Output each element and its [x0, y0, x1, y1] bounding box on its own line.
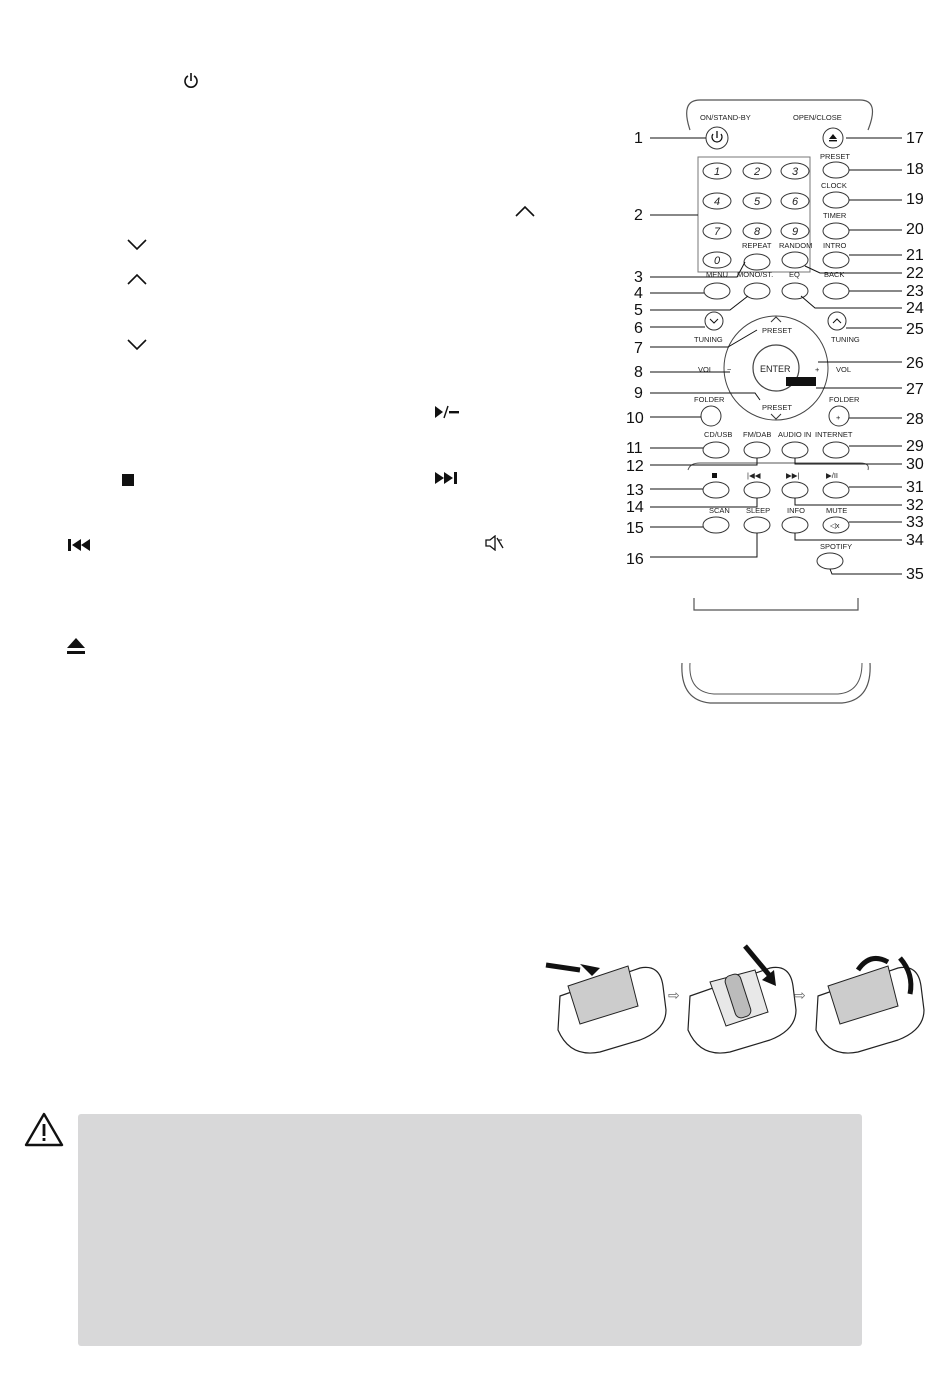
label-spotify: SPOTIFY — [820, 542, 853, 551]
menu-key — [704, 283, 730, 299]
folder-down-key — [701, 406, 721, 426]
digit-label: 2 — [754, 166, 761, 178]
label-scan: SCAN — [709, 506, 730, 515]
svg-text:⇨: ⇨ — [668, 987, 680, 1003]
eq-key — [782, 283, 808, 299]
label-vol-left: VOL — [698, 365, 714, 374]
svg-text:▶▶|: ▶▶| — [786, 471, 800, 480]
leader-line — [795, 498, 902, 505]
digit-label: 7 — [714, 226, 721, 238]
sleep-key — [744, 517, 770, 533]
leader-line — [801, 296, 902, 308]
battery-step-2 — [688, 946, 796, 1053]
callout-number: 32 — [906, 497, 924, 514]
callout-number: 7 — [634, 340, 643, 357]
scan-key — [703, 517, 729, 533]
callout-number: 11 — [626, 440, 643, 457]
callout-number: 17 — [906, 130, 924, 147]
digit-label: 3 — [792, 166, 799, 178]
leader-line — [830, 569, 902, 574]
svg-text:|◀◀: |◀◀ — [747, 471, 761, 480]
label-sleep: SLEEP — [746, 506, 771, 515]
leader-line — [650, 533, 757, 557]
label-menu: MENU — [706, 270, 729, 279]
callout-number: 24 — [906, 300, 924, 317]
label-internet: INTERNET — [815, 430, 853, 439]
label-on-stand-by: ON/STAND-BY — [700, 113, 751, 122]
svg-text:+: + — [815, 365, 820, 374]
callout-number: 4 — [634, 285, 643, 302]
stop-key — [703, 482, 729, 498]
svg-text:−: − — [727, 365, 732, 374]
label-mono-st: MONO/ST. — [737, 270, 774, 279]
internet-key — [823, 442, 849, 458]
callout-number: 10 — [626, 410, 644, 427]
battery-step-3 — [816, 958, 924, 1053]
callout-number: 26 — [906, 355, 924, 372]
spotify-key — [817, 553, 843, 569]
label-preset-down: PRESET — [762, 403, 793, 412]
label-open-close: OPEN/CLOSE — [793, 113, 842, 122]
digit-label: 4 — [714, 196, 721, 208]
prev-key — [744, 482, 770, 498]
callout-number: 9 — [634, 385, 643, 402]
callout-number: 20 — [906, 221, 924, 238]
callout-number: 23 — [906, 283, 924, 300]
battery-installation-illustration — [540, 940, 930, 1060]
back-key — [823, 283, 849, 299]
intro-key — [823, 252, 849, 268]
callout-number: 25 — [906, 321, 924, 338]
label-folder-left: FOLDER — [694, 395, 725, 404]
callout-number: 16 — [626, 551, 644, 568]
callout-number: 35 — [906, 566, 924, 583]
label-audio-in: AUDIO IN — [778, 430, 812, 439]
label-tuning-left: TUNING — [694, 335, 723, 344]
callout-number: 2 — [634, 207, 643, 224]
cd-usb-key — [703, 442, 729, 458]
callout-number: 21 — [906, 247, 924, 264]
label-info: INFO — [787, 506, 805, 515]
fm-dab-key — [744, 442, 770, 458]
digit-label: 6 — [792, 196, 799, 208]
label-preset: PRESET — [820, 152, 851, 161]
label-back: BACK — [824, 270, 845, 279]
callout-number: 14 — [626, 499, 644, 516]
info-key — [782, 517, 808, 533]
digit-label: 5 — [754, 196, 761, 208]
leader-line — [650, 458, 757, 465]
digit-label: 9 — [792, 226, 799, 238]
digit-label: 1 — [714, 166, 721, 178]
digit-label: 0 — [714, 255, 721, 267]
preset-key — [823, 162, 849, 178]
label-cd-usb: CD/USB — [704, 430, 733, 439]
label-preset-up: PRESET — [762, 326, 793, 335]
callout-number: 28 — [906, 411, 924, 428]
battery-step-1 — [546, 964, 666, 1053]
callout-number: 3 — [634, 269, 643, 286]
leader-line — [650, 498, 757, 507]
callout-number: 1 — [634, 130, 643, 147]
svg-text:+: + — [836, 413, 841, 422]
callout-number: 18 — [906, 161, 924, 178]
label-repeat: REPEAT — [742, 241, 772, 250]
callout-number: 15 — [626, 520, 644, 537]
svg-text:◁x: ◁x — [830, 521, 840, 530]
clock-key — [823, 192, 849, 208]
leader-line — [795, 533, 902, 540]
play-pause-key — [823, 482, 849, 498]
callout-number: 22 — [906, 265, 924, 282]
callout-number: 13 — [626, 482, 644, 499]
callout-number: 6 — [634, 320, 643, 337]
label-timer: TIMER — [823, 211, 847, 220]
label-vol-right: VOL — [836, 365, 852, 374]
callout-number: 29 — [906, 438, 924, 455]
label-fm-dab: FM/DAB — [743, 430, 772, 439]
label-mute: MUTE — [826, 506, 848, 515]
next-key — [782, 482, 808, 498]
leader-line — [650, 296, 748, 310]
svg-text:▶/II: ▶/II — [826, 471, 839, 480]
label-folder-right: FOLDER — [829, 395, 860, 404]
label-intro: INTRO — [823, 241, 847, 250]
callout-number: 34 — [906, 532, 924, 549]
callout-number: 27 — [906, 381, 924, 398]
audio-in-key — [782, 442, 808, 458]
tuning-up-key — [828, 312, 846, 330]
leader-line — [805, 266, 902, 273]
label-random: RANDOM — [779, 241, 813, 250]
callout-number: 12 — [626, 458, 644, 475]
random-key — [782, 252, 808, 268]
callout-number: 33 — [906, 514, 924, 531]
timer-key — [823, 223, 849, 239]
callout-number: 31 — [906, 479, 924, 496]
label-eq: EQ — [789, 270, 800, 279]
digit-label: 8 — [754, 226, 761, 238]
label-enter: ENTER — [760, 364, 791, 374]
callout-number: 19 — [906, 191, 924, 208]
callout-number: 30 — [906, 456, 924, 473]
svg-text:⇨: ⇨ — [794, 987, 806, 1003]
warning-icon — [24, 1112, 64, 1148]
callout-number: 5 — [634, 302, 643, 319]
label-clock: CLOCK — [821, 181, 847, 190]
callout-number: 8 — [634, 364, 643, 381]
tuning-down-key — [705, 312, 723, 330]
caution-box — [78, 1114, 862, 1346]
repeat-key — [744, 254, 770, 270]
label-tuning-right: TUNING — [831, 335, 860, 344]
